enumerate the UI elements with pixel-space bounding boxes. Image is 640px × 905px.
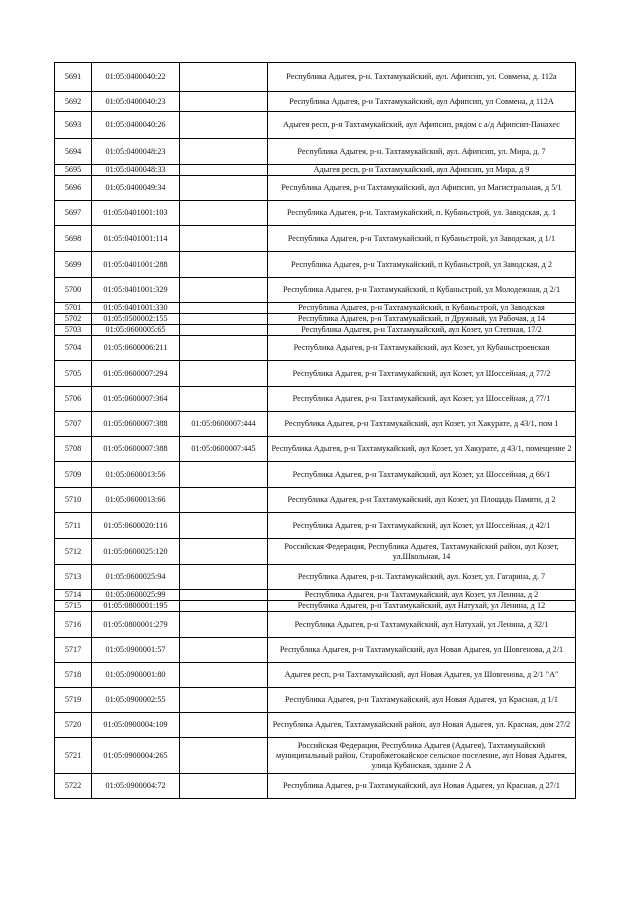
related-cadastral-cell [180, 226, 268, 252]
table-row [55, 601, 576, 612]
row-number-cell: 5720 [55, 713, 92, 738]
related-cadastral-cell [180, 488, 268, 513]
address-cell: Республика Адыгея, р-н Тахтамукайский, п Дружный, ул Рабочая, д 14 [268, 314, 576, 325]
table-row [55, 688, 576, 713]
row-number-cell: 5700 [55, 278, 92, 303]
cadastral-number-cell: 01:05:0600007:294 [92, 361, 180, 387]
address-cell: Адыгея респ, р-н Тахтамукайский, аул Новая Адыгея, ул Шовгенова, д 2/1 "А" [268, 663, 576, 688]
related-cadastral-cell [180, 176, 268, 201]
row-number-cell: 5691 [55, 63, 92, 92]
table-row [55, 513, 576, 539]
cadastral-number-cell: 01:05:0400048:23 [92, 139, 180, 165]
address-cell: Республика Адыгея, р-н. Тахтамукайский, п. Кубаньстрой, ул. Заводская, д. 1 [268, 201, 576, 226]
row-number-cell: 5693 [55, 112, 92, 139]
cadastral-number-cell: 01:05:0400048:33 [92, 165, 180, 176]
table-row [55, 336, 576, 361]
table-row [55, 112, 576, 139]
cadastral-number-cell: 01:05:0600005:65 [92, 325, 180, 336]
row-number-cell: 5696 [55, 176, 92, 201]
cadastral-number-cell: 01:05:0900004:72 [92, 774, 180, 799]
related-cadastral-cell [180, 601, 268, 612]
table-row [55, 92, 576, 112]
table-row [55, 387, 576, 412]
address-cell: Республика Адыгея, р-н Тахтамукайский, аул Козет, ул Шоссейная, д 77/2 [268, 361, 576, 387]
related-cadastral-cell [180, 688, 268, 713]
row-number-cell: 5702 [55, 314, 92, 325]
address-cell: Российская Федерация, Республика Адыгея (Адыгея), Тахтамукайский муниципальный район, Старобжегокайское сельское поселение, аул Новая Адыгея, улица Кубанская, здание 2 А [268, 738, 576, 774]
row-number-cell: 5698 [55, 226, 92, 252]
cadastral-number-cell: 01:05:0600025:99 [92, 590, 180, 601]
table-row [55, 252, 576, 278]
table-row [55, 361, 576, 387]
row-number-cell: 5701 [55, 303, 92, 314]
cadastral-number-cell: 01:05:0600013:66 [92, 488, 180, 513]
related-cadastral-cell [180, 738, 268, 774]
table-row [55, 325, 576, 336]
cadastral-number-cell: 01:05:0600020:116 [92, 513, 180, 539]
row-number-cell: 5721 [55, 738, 92, 774]
cadastral-number-cell: 01:05:0900001:57 [92, 638, 180, 663]
address-cell: Республика Адыгея, р-н. Тахтамукайский, аул. Афипсип, ул. Мира, д. 7 [268, 139, 576, 165]
row-number-cell: 5695 [55, 165, 92, 176]
address-cell: Республика Адыгея, р-н Тахтамукайский, аул Козет, ул Хакурате, д 43/1, помещение 2 [268, 437, 576, 462]
related-cadastral-cell [180, 361, 268, 387]
row-number-cell: 5716 [55, 612, 92, 638]
related-cadastral-cell: 01:05:0600007:445 [180, 437, 268, 462]
table-row [55, 139, 576, 165]
address-cell: Республика Адыгея, р-н Тахтамукайский, аул Козет, ул Степная, 17/2 [268, 325, 576, 336]
table-row [55, 412, 576, 437]
row-number-cell: 5694 [55, 139, 92, 165]
table-row [55, 663, 576, 688]
related-cadastral-cell [180, 278, 268, 303]
address-cell: Республика Адыгея, р-н Тахтамукайский, аул Натухай, ул Ленина, д 12 [268, 601, 576, 612]
row-number-cell: 5707 [55, 412, 92, 437]
row-number-cell: 5713 [55, 565, 92, 590]
address-cell: Республика Адыгея, Тахтамукайский район, аул Новая Адыгея, ул. Красная, дом 27/2 [268, 713, 576, 738]
row-number-cell: 5711 [55, 513, 92, 539]
table-row [55, 738, 576, 774]
related-cadastral-cell [180, 314, 268, 325]
cadastral-number-cell: 01:05:0401001:330 [92, 303, 180, 314]
related-cadastral-cell [180, 565, 268, 590]
row-number-cell: 5699 [55, 252, 92, 278]
related-cadastral-cell [180, 252, 268, 278]
row-number-cell: 5708 [55, 437, 92, 462]
related-cadastral-cell [180, 303, 268, 314]
cadastral-number-cell: 01:05:0900001:80 [92, 663, 180, 688]
address-cell: Республика Адыгея, р-н Тахтамукайский, аул Козет, ул Площадь Памяти, д 2 [268, 488, 576, 513]
row-number-cell: 5710 [55, 488, 92, 513]
cadastral-number-cell: 01:05:0600013:56 [92, 462, 180, 488]
address-cell: Республика Адыгея, р-н Тахтамукайский, п Кубаньстрой, ул Заводская, д 2 [268, 252, 576, 278]
table-row [55, 612, 576, 638]
table-row [55, 539, 576, 565]
table-row [55, 462, 576, 488]
table-row [55, 176, 576, 201]
row-number-cell: 5715 [55, 601, 92, 612]
table-row [55, 565, 576, 590]
related-cadastral-cell [180, 165, 268, 176]
address-cell: Республика Адыгея, р-н Тахтамукайский, аул Афипсип, ул Совмена, д 112А [268, 92, 576, 112]
address-cell: Республика Адыгея, р-н Тахтамукайский, п Кубаньстрой, ул Молодежная, д 2/1 [268, 278, 576, 303]
cadastral-number-cell: 01:05:0900004:265 [92, 738, 180, 774]
address-cell: Республика Адыгея, р-н. Тахтамукайский, аул. Козет, ул. Гагарина, д. 7 [268, 565, 576, 590]
table-row [55, 774, 576, 799]
cadastral-number-cell: 01:05:0401001:114 [92, 226, 180, 252]
cadastral-number-cell: 01:05:0800001:279 [92, 612, 180, 638]
related-cadastral-cell [180, 201, 268, 226]
address-cell: Республика Адыгея, р-н Тахтамукайский, аул Козет, ул Ленина, д 2 [268, 590, 576, 601]
row-number-cell: 5718 [55, 663, 92, 688]
row-number-cell: 5706 [55, 387, 92, 412]
cadastral-number-cell: 01:05:0400040:26 [92, 112, 180, 139]
address-cell: Республика Адыгея, р-н Тахтамукайский, аул Афипсип, ул Магистральная, д 5/1 [268, 176, 576, 201]
table-row [55, 713, 576, 738]
cadastral-number-cell: 01:05:0401001:288 [92, 252, 180, 278]
related-cadastral-cell [180, 336, 268, 361]
related-cadastral-cell [180, 638, 268, 663]
row-number-cell: 5717 [55, 638, 92, 663]
table-row [55, 314, 576, 325]
cadastral-number-cell: 01:05:0500002:155 [92, 314, 180, 325]
table-row [55, 201, 576, 226]
cadastral-number-cell: 01:05:0900004:109 [92, 713, 180, 738]
related-cadastral-cell [180, 387, 268, 412]
related-cadastral-cell [180, 139, 268, 165]
related-cadastral-cell [180, 774, 268, 799]
related-cadastral-cell [180, 612, 268, 638]
cadastral-number-cell: 01:05:0600025:120 [92, 539, 180, 565]
address-cell: Республика Адыгея, р-н Тахтамукайский, аул Натухай, ул Ленина, д 32/1 [268, 612, 576, 638]
cadastral-number-cell: 01:05:0600007:388 [92, 412, 180, 437]
row-number-cell: 5722 [55, 774, 92, 799]
related-cadastral-cell [180, 112, 268, 139]
address-cell: Адыгея респ, р-н Тахтамукайский, аул Афипсип, ул Мира, д 9 [268, 165, 576, 176]
row-number-cell: 5709 [55, 462, 92, 488]
table-row [55, 437, 576, 462]
address-cell: Республика Адыгея, р-н. Тахтамукайский, аул. Афипсип, ул. Совмена, д. 112а [268, 63, 576, 92]
row-number-cell: 5705 [55, 361, 92, 387]
related-cadastral-cell: 01:05:0600007:444 [180, 412, 268, 437]
table-row [55, 278, 576, 303]
row-number-cell: 5719 [55, 688, 92, 713]
cadastral-number-cell: 01:05:0600007:364 [92, 387, 180, 412]
address-cell: Республика Адыгея, р-н Тахтамукайский, п Кубаньстрой, ул Заводская [268, 303, 576, 314]
table-row [55, 638, 576, 663]
cadastral-number-cell: 01:05:0900002:55 [92, 688, 180, 713]
cadastral-number-cell: 01:05:0400040:22 [92, 63, 180, 92]
related-cadastral-cell [180, 663, 268, 688]
document-page [54, 62, 575, 799]
related-cadastral-cell [180, 513, 268, 539]
cadastral-number-cell: 01:05:0600007:388 [92, 437, 180, 462]
row-number-cell: 5692 [55, 92, 92, 112]
table-row [55, 63, 576, 92]
related-cadastral-cell [180, 325, 268, 336]
table-row [55, 488, 576, 513]
row-number-cell: 5712 [55, 539, 92, 565]
address-cell: Адыгея респ, р-н Тахтамукайский, аул Афипсип, рядом с а/д Афипсип-Панахес [268, 112, 576, 139]
address-cell: Республика Адыгея, р-н Тахтамукайский, аул Новая Адыгея, ул Красная, д 1/1 [268, 688, 576, 713]
address-cell: Российская Федерация, Республика Адыгея, Тахтамукайский район, аул Козет, ул.Школьная, 14 [268, 539, 576, 565]
address-cell: Республика Адыгея, р-н Тахтамукайский, аул Козет, ул Шоссейная, д 42/1 [268, 513, 576, 539]
address-cell: Республика Адыгея, р-н Тахтамукайский, аул Новая Адыгея, ул Шовгенова, д 2/1 [268, 638, 576, 663]
related-cadastral-cell [180, 462, 268, 488]
address-cell: Республика Адыгея, р-н Тахтамукайский, п Кубаньстрой, ул Заводская, д 1/1 [268, 226, 576, 252]
cadastral-number-cell: 01:05:0400049:34 [92, 176, 180, 201]
related-cadastral-cell [180, 92, 268, 112]
related-cadastral-cell [180, 539, 268, 565]
cadastral-number-cell: 01:05:0800001:195 [92, 601, 180, 612]
cadastral-number-cell: 01:05:0400040:23 [92, 92, 180, 112]
address-cell: Республика Адыгея, р-н Тахтамукайский, аул Козет, ул Хакурате, д 43/1, пом 1 [268, 412, 576, 437]
related-cadastral-cell [180, 63, 268, 92]
row-number-cell: 5703 [55, 325, 92, 336]
cadastral-number-cell: 01:05:0600006:211 [92, 336, 180, 361]
cadastral-number-cell: 01:05:0401001:329 [92, 278, 180, 303]
address-cell: Республика Адыгея, р-н Тахтамукайский, аул Козет, ул Шоссейная, д 66/1 [268, 462, 576, 488]
table-row [55, 226, 576, 252]
address-cell: Республика Адыгея, р-н Тахтамукайский, аул Козет, ул Шоссейная, д 77/1 [268, 387, 576, 412]
row-number-cell: 5704 [55, 336, 92, 361]
cadastral-table [54, 62, 576, 799]
address-cell: Республика Адыгея, р-н Тахтамукайский, аул Козет, ул Кубаньстроевская [268, 336, 576, 361]
table-row [55, 590, 576, 601]
related-cadastral-cell [180, 713, 268, 738]
row-number-cell: 5714 [55, 590, 92, 601]
address-cell: Республика Адыгея, р-н Тахтамукайский, аул Новая Адыгея, ул Красная, д 27/1 [268, 774, 576, 799]
table-row [55, 303, 576, 314]
table-row [55, 165, 576, 176]
row-number-cell: 5697 [55, 201, 92, 226]
related-cadastral-cell [180, 590, 268, 601]
cadastral-number-cell: 01:05:0401001:103 [92, 201, 180, 226]
cadastral-number-cell: 01:05:0600025:94 [92, 565, 180, 590]
